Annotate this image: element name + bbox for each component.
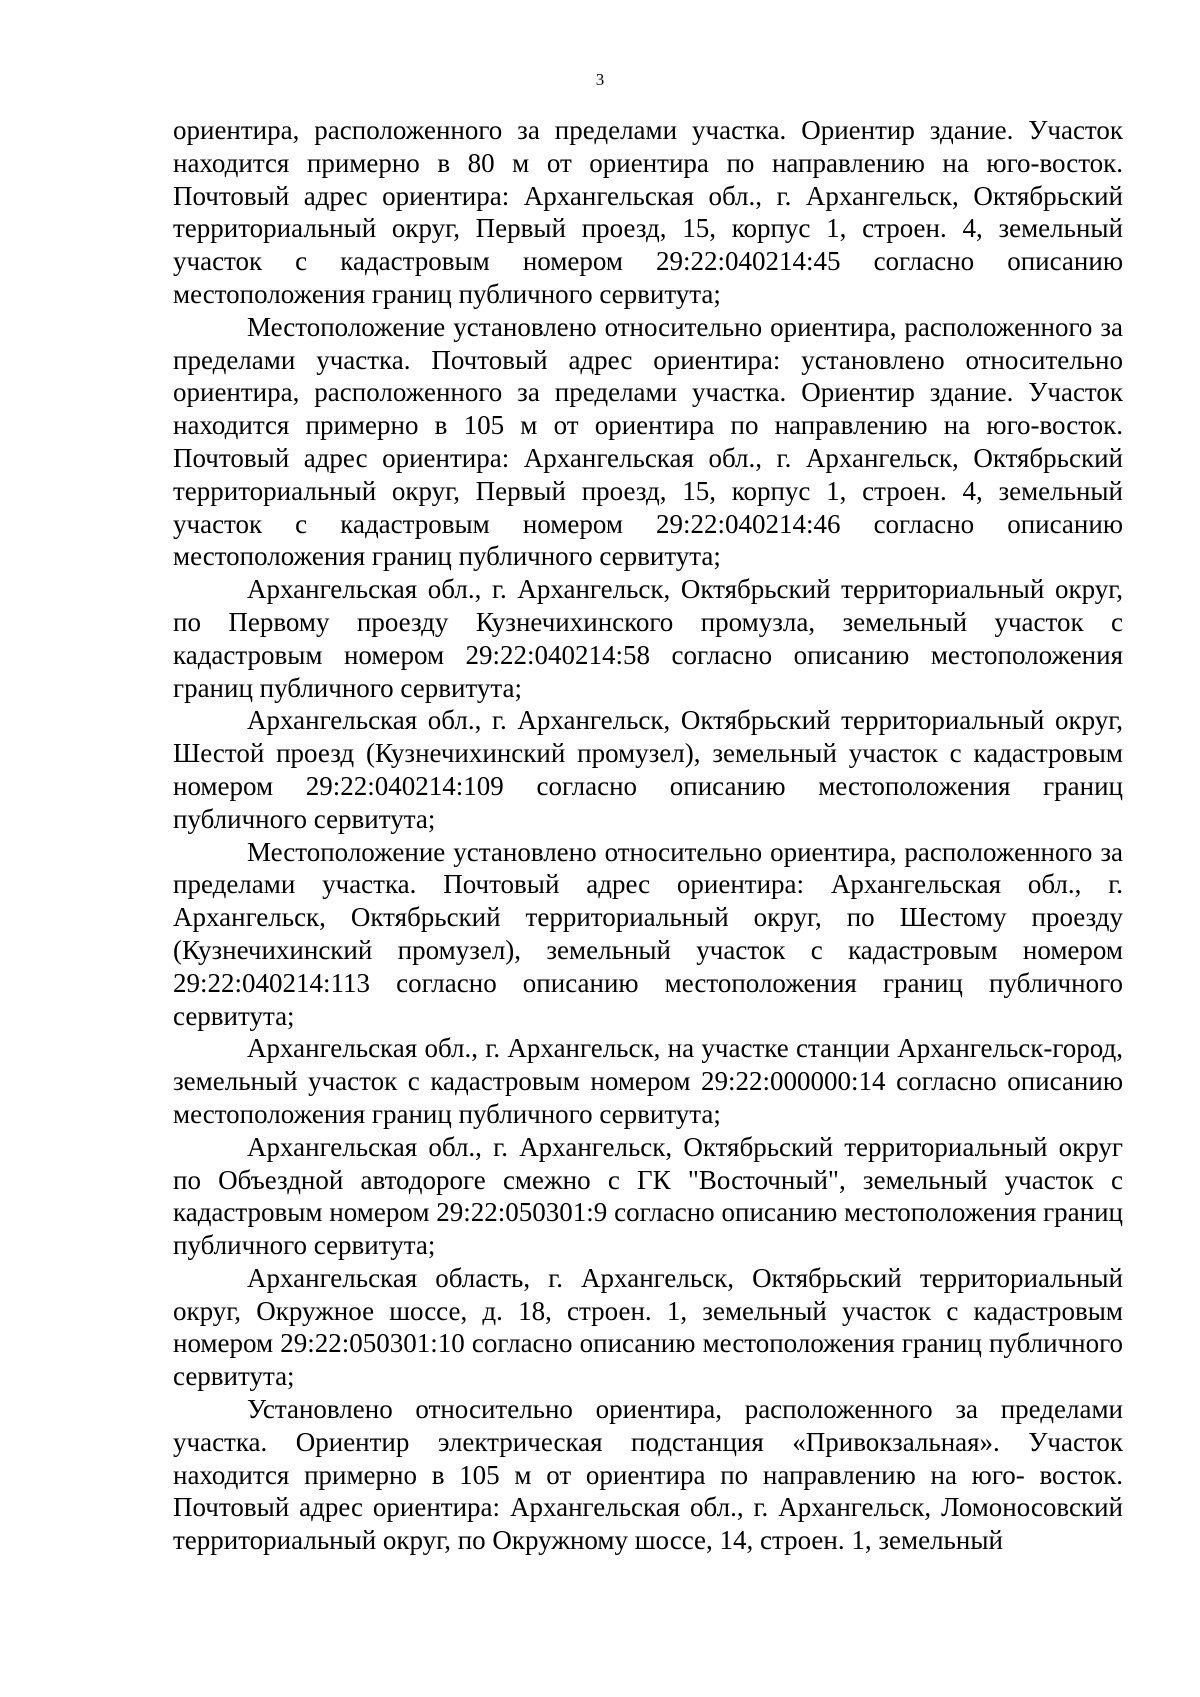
paragraph: Архангельская обл., г. Архангельск, на участке станции Архангельск-город, земельный участок с кадастровым номером 29:22:000000:14 согласно описанию местоположения границ публичного сервитута; bbox=[173, 1033, 1123, 1129]
paragraph: Установлено относительно ориентира, расположенного за пределами участка. Ориентир электрическая подстанция «Привокзальная». Участок находится примерно в 105 м от ориентира по направлению на юго- восток. Почтовый адрес ориентира: Архангельская обл., г. Архангельск, Ломоносовский территориальный округ, по Окружному шоссе, 14, строен. 1, земельный bbox=[173, 1394, 1123, 1556]
paragraph: Архангельская обл., г. Архангельск, Октябрьский территориальный округ, Шестой проезд (Кузнечихинский промузел), земельный участок с кадастровым номером 29:22:040214:109 согласно описанию местоположения границ публичного сервитута; bbox=[173, 705, 1123, 834]
paragraph: Местоположение установлено относительно ориентира, расположенного за пределами участка. Почтовый адрес ориентира: установлено относительно ориентира, расположенного за пределами участка. Ориентир здание. Участок находится примерно в 105 м от ориентира по направлению на юго-восток. Почтовый адрес ориентира: Архангельская обл., г. Архангельск, Октябрьский территориальный округ, Первый проезд, 15, корпус 1, строен. 4, земельный участок с кадастровым номером 29:22:040214:46 согласно описанию местоположения границ публичного сервитута; bbox=[173, 311, 1123, 572]
paragraph: Архангельская обл., г. Архангельск, Октябрьский территориальный округ, по Первому проезду Кузнечихинского промузла, земельный участок с кадастровым номером 29:22:040214:58 согласно описанию местоположения границ публичного сервитута; bbox=[173, 574, 1123, 703]
paragraph: ориентира, расположенного за пределами участка. Ориентир здание. Участок находится примерно в 80 м от ориентира по направлению на юго-восток. Почтовый адрес ориентира: Архангельская обл., г. Архангельск, Октябрьский территориальный округ, Первый проезд, 15, корпус 1, строен. 4, земельный участок с кадастровым номером 29:22:040214:45 согласно описанию местоположения границ публичного сервитута; bbox=[173, 115, 1123, 309]
paragraph: Местоположение установлено относительно ориентира, расположенного за пределами участка. Почтовый адрес ориентира: Архангельская обл., г. Архангельск, Октябрьский территориальный округ, по Шестому проезду (Кузнечихинский промузел), земельный участок с кадастровым номером 29:22:040214:113 согласно описанию местоположения границ публичного сервитута; bbox=[173, 836, 1123, 1031]
paragraph: Архангельская область, г. Архангельск, Октябрьский территориальный округ, Окружное шоссе, д. 18, строен. 1, земельный участок с кадастровым номером 29:22:050301:10 согласно описанию местоположения границ публичного сервитута; bbox=[173, 1262, 1123, 1392]
page-number: 3 bbox=[595, 70, 605, 89]
paragraph: Архангельская обл., г. Архангельск, Октябрьский территориальный округ по Объездной автодороге смежно с ГК "Восточный", земельный участок с кадастровым номером 29:22:050301:9 согласно описанию местоположения границ публичного сервитута; bbox=[173, 1131, 1123, 1261]
document-body bbox=[173, 114, 1123, 1557]
